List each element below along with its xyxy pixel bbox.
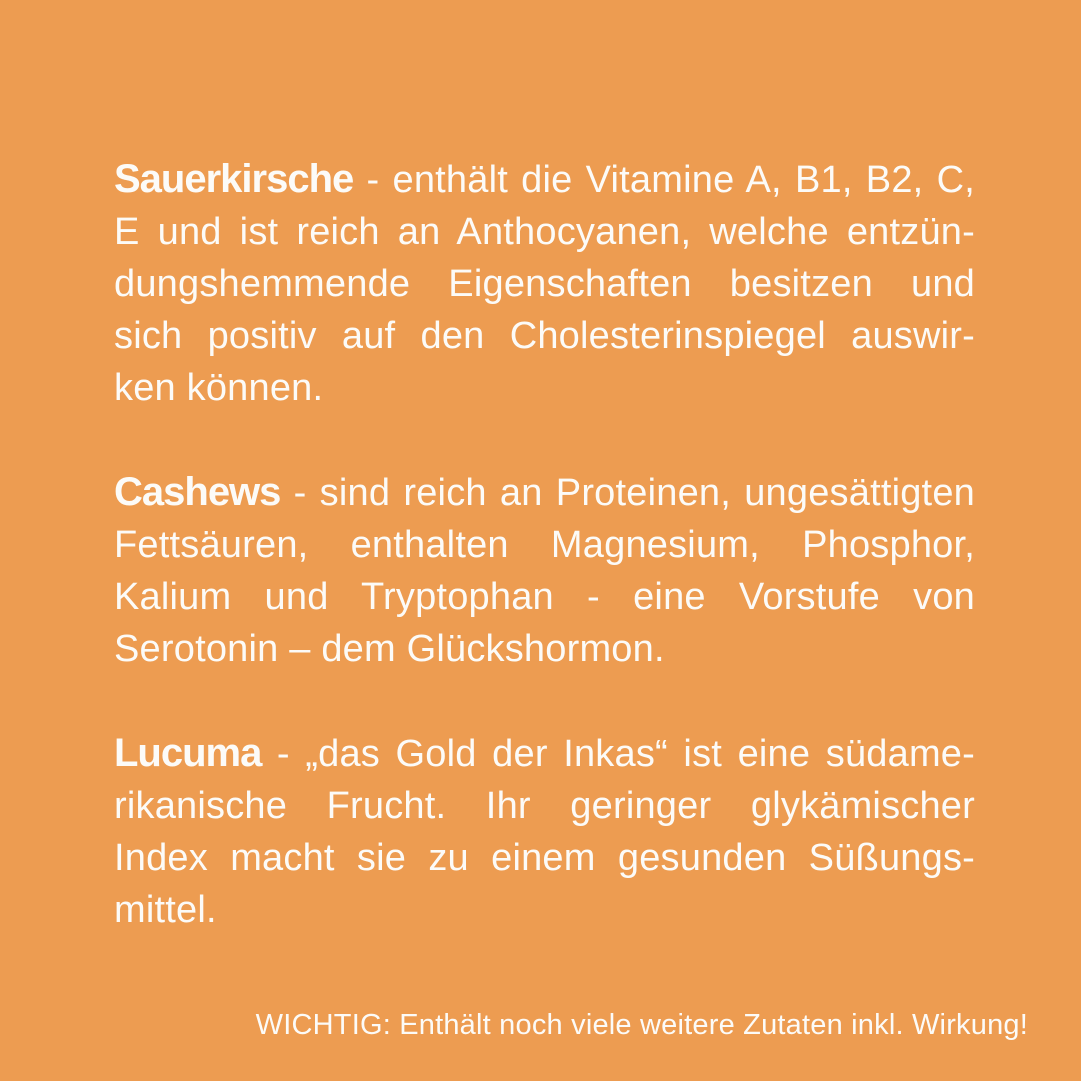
paragraph-lucuma (114, 727, 975, 936)
text-line: E und ist reich an Anthocyanen, welche entzün- (114, 211, 975, 253)
text-line (114, 153, 975, 206)
ingredient-name-sauerkirsche: Sauerkirsche (114, 157, 354, 201)
text-line: Fettsäuren, enthalten Magnesium, Phosphor, (114, 524, 975, 566)
text-line: dungshemmende Eigenschaften besitzen und (114, 263, 975, 305)
text-line: rikanische Frucht. Ihr geringer glykämischer (114, 785, 975, 827)
text-line: sich positiv auf den Cholesterinspiegel auswir- (114, 315, 975, 357)
text-line: ken können. (114, 367, 324, 409)
text-line: mittel. (114, 889, 217, 931)
ingredient-name-lucuma: Lucuma (114, 731, 262, 775)
text-line (114, 727, 975, 780)
ingredient-name-cashews: Cashews (114, 470, 281, 514)
ingredient-text-block (114, 153, 975, 988)
text-line-rest: - sind reich an Proteinen, ungesättigten (280, 472, 975, 514)
text-line-rest: - enthält die Vitamine A, B1, B2, C, (353, 159, 975, 201)
text-line: Serotonin – dem Glückshormon. (114, 628, 665, 670)
important-footer-note: WICHTIG: Enthält noch viele weitere Zutaten inkl. Wirkung! (255, 1009, 1028, 1041)
paragraph-cashews (114, 466, 975, 675)
text-line-rest: - „das Gold der Inkas“ ist eine südame- (261, 733, 975, 775)
text-line: Index macht sie zu einem gesunden Süßungs- (114, 837, 975, 879)
text-line (114, 466, 975, 519)
text-line: Kalium und Tryptophan - eine Vorstufe von (114, 576, 975, 618)
paragraph-sauerkirsche (114, 153, 975, 414)
